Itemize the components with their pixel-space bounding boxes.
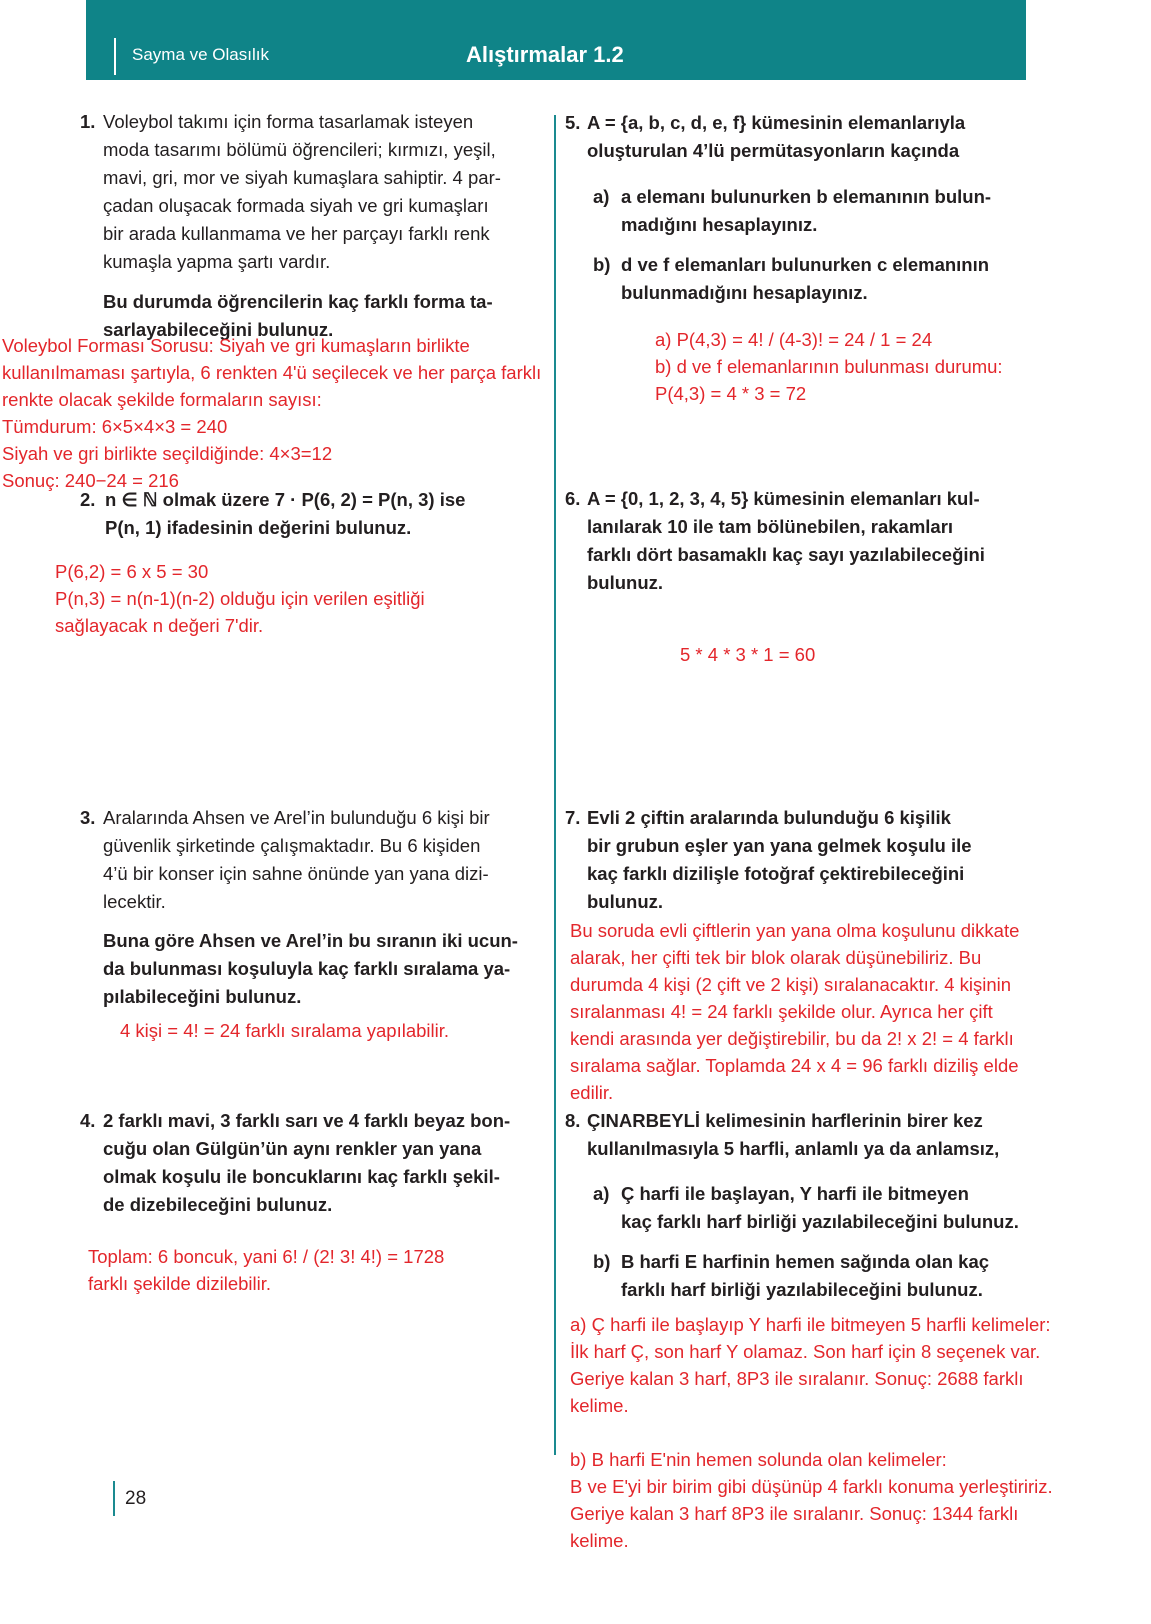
question-1-prompt: Bu durumda öğrencilerin kaç farklı forma ta- sarlayabileceğini bulunuz. <box>103 291 493 341</box>
question-8b-text: B harfi E harfinin hemen sağında olan kaç farklı harf birliği yazılabileceğini bulunuz. <box>621 1251 990 1301</box>
answer-3: 4 kişi = 4! = 24 farklı sıralama yapılabilir. <box>120 1020 450 1041</box>
question-2-text: n ∈ ℕ olmak üzere 7 · P(6, 2) = P(n, 3) ise P(n, 1) ifadesinin değerini bulunuz. <box>105 489 466 539</box>
answer-8b: b) B harfi E'nin hemen solunda olan kelimeler: B ve E'yi bir birim gibi düşünüp 4 farklı konuma yerleştiririz. Geriye kalan 3 harf 8P3 ile sıralanır. Sonuç: 1344 farklı kelime. <box>570 1449 1053 1551</box>
question-8-number: 8. <box>565 1110 581 1131</box>
answer-8a: a) Ç harfi ile başlayıp Y harfi ile bitmeyen 5 harfli kelimeler: İlk harf Ç, son harf Y olamaz. Son harf için 8 seçenek var. Geriye kalan 3 harf, 8P3 ile sıralanır. Sonuç: 2688 farklı kelime. <box>570 1314 1051 1416</box>
question-8a-label: a) <box>593 1183 610 1204</box>
question-6-text: A = {0, 1, 2, 3, 4, 5} kümesinin elemanları kul- lanılarak 10 ile tam bölünebilen, rakamları farklı dört basamaklı kaç sayı yazılabileceğini bulunuz. <box>587 488 985 594</box>
answer-2: P(6,2) = 6 x 5 = 30 P(n,3) = n(n-1)(n-2) olduğu için verilen eşitliği sağlayacak n değeri 7'dir. <box>55 561 425 636</box>
page-title: Alıştırmalar 1.2 <box>466 42 624 67</box>
answer-4: Toplam: 6 boncuk, yani 6! / (2! 3! 4!) = 1728 farklı şekilde dizilebilir. <box>88 1246 445 1294</box>
question-1-text: Voleybol takımı için forma tasarlamak isteyen moda tasarımı bölümü öğrencileri; kırmızı, yeşil, mavi, gri, mor ve siyah kumaşlara sahiptir. 4 par- çadan oluşacak formada siyah ve gri kumaşları bir arada kullanmama ve her parçayı farklı renk kumaşla yapma şartı vardır. <box>103 111 501 273</box>
answer-1: Voleybol Forması Sorusu: Siyah ve gri kumaşların birlikte kullanılmaması şartıyla, 6 renkten 4'ü seçilecek ve her parça farklı renkte olacak şekilde formaların sayısı: Tümdurum: 6×5×4×3 = 240 Siyah ve gri birlikte seçildiğinde: 4×3=12 Sonuç: 240−24 = 216 <box>2 335 542 491</box>
question-3-prompt: Buna göre Ahsen ve Arel’in bu sıranın iki ucun- da bulunması koşuluyla kaç farklı sıralama ya- pılabileceğini bulunuz. <box>103 930 518 1008</box>
question-5-number: 5. <box>565 112 581 133</box>
section-title: Sayma ve Olasılık <box>132 45 269 64</box>
question-8a-text: Ç harfi ile başlayan, Y harfi ile bitmeyen kaç farklı harf birliği yazılabileceğini bulunuz. <box>621 1183 1019 1233</box>
answer-7: Bu soruda evli çiftlerin yan yana olma koşulunu dikkate alarak, her çifti tek bir blok olarak düşünebiliriz. Bu durumda 4 kişi (2 çift ve 2 kişi) sıralanacaktır. 4 kişinin sıralanması 4! = 24 farklı şekilde olur. Ayrıca her çift kendi arasında yer değiştirebilir, bu da 2! x 2! = 4 farklı sıralama sağlar. Toplamda 24 x 4 = 96 farklı diziliş elde edilir. <box>570 920 1020 1103</box>
question-5b-label: b) <box>593 254 611 275</box>
question-6-number: 6. <box>565 488 581 509</box>
question-8-text: ÇINARBEYLİ kelimesinin harflerinin birer kez kullanılmasıyla 5 harfli, anlamlı ya da anlamsız, <box>587 1110 1000 1160</box>
answer-5: a) P(4,3) = 4! / (4-3)! = 24 / 1 = 24 b) d ve f elemanlarının bulunması durumu: P(4,3) = 4 * 3 = 72 <box>655 329 1003 404</box>
answer-6: 5 * 4 * 3 * 1 = 60 <box>680 644 816 665</box>
question-5a-label: a) <box>593 186 610 207</box>
question-7-number: 7. <box>565 807 581 828</box>
question-1-number: 1. <box>80 111 96 132</box>
page-number: 28 <box>125 1488 147 1509</box>
question-3-number: 3. <box>80 807 96 828</box>
question-7-text: Evli 2 çiftin aralarında bulunduğu 6 kişilik bir grubun eşler yan yana gelmek koşulu ile kaç farklı dizilişle fotoğraf çektirebileceğini bulunuz. <box>587 807 972 913</box>
chapter-header <box>86 0 1026 80</box>
question-4-text: 2 farklı mavi, 3 farklı sarı ve 4 farklı beyaz bon- cuğu olan Gülgün’ün aynı renkler yan yana olmak koşulu ile boncuklarını kaç farklı şekil- de dizebileceğini bulunuz. <box>103 1110 511 1216</box>
question-5-text: A = {a, b, c, d, e, f} kümesinin elemanlarıyla oluşturulan 4’lü permütasyonların kaçında <box>587 112 966 162</box>
question-5a-text: a elemanı bulunurken b elemanının bulun- madığını hesaplayınız. <box>621 186 992 236</box>
question-2-number: 2. <box>80 489 96 510</box>
page-number-marker <box>113 1481 115 1516</box>
question-8b-label: b) <box>593 1251 611 1272</box>
question-4-number: 4. <box>80 1110 96 1131</box>
header-divider <box>114 38 116 75</box>
question-5b-text: d ve f elemanları bulunurken c elemanının bulunmadığını hesaplayınız. <box>621 254 990 304</box>
column-divider <box>554 115 556 1455</box>
question-3-text: Aralarında Ahsen ve Arel’in bulunduğu 6 kişi bir güvenlik şirketinde çalışmaktadır. Bu 6 kişiden 4’ü bir konser için sahne önünde yan yana dizi- lecektir. <box>103 807 490 913</box>
